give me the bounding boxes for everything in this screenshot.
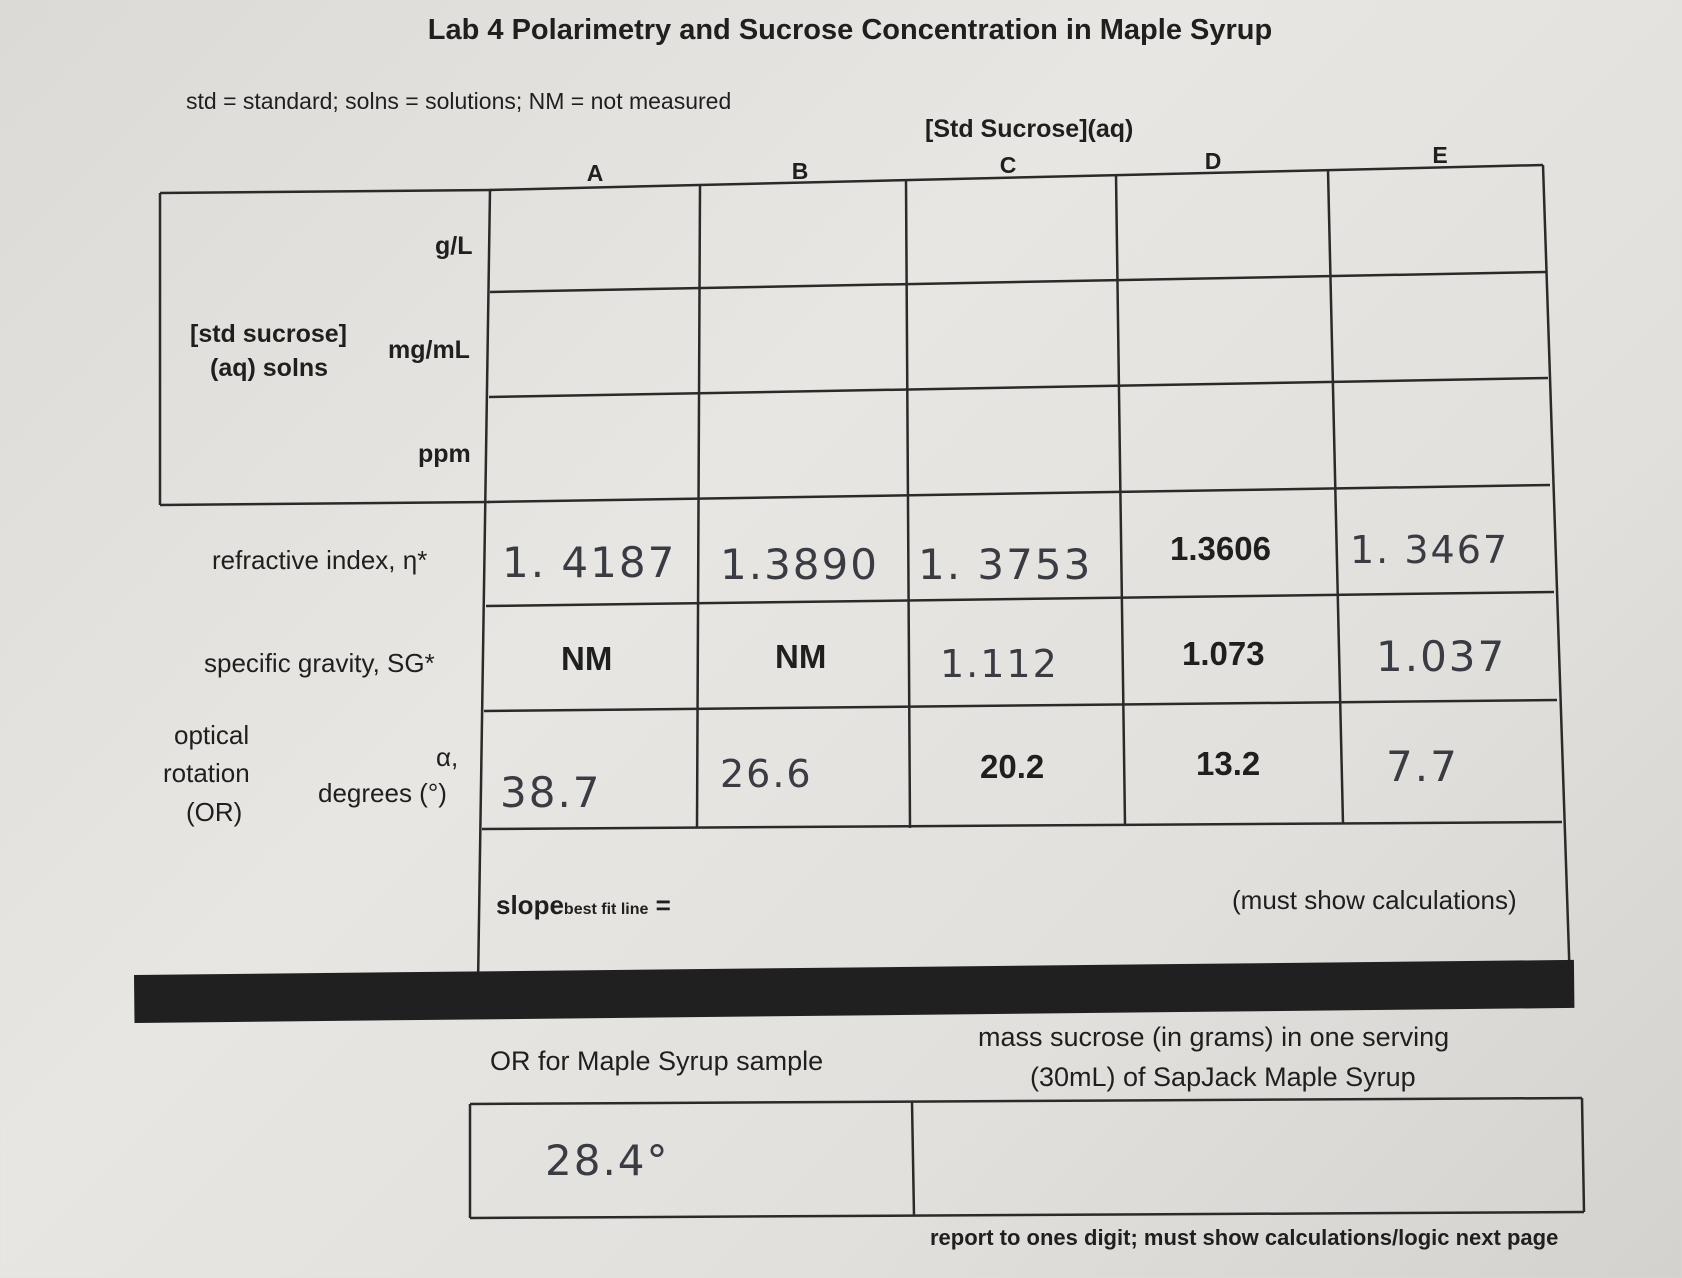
degrees-label: degrees (°) [318, 778, 447, 808]
refractive-index-label: refractive index, η* [212, 545, 428, 575]
page-title: Lab 4 Polarimetry and Sucrose Concentration in Maple Syrup [427, 14, 1273, 46]
specific-gravity-a: NM [561, 640, 613, 677]
alpha-label: α, [436, 742, 459, 772]
unit-mg-per-ml: mg/mL [388, 336, 470, 364]
slope-label [496, 890, 671, 921]
optical-rotation-label-line1: optical [174, 720, 250, 750]
specific-gravity-label: specific gravity, SG* [204, 648, 435, 678]
specific-gravity-e: 1.037 [1376, 632, 1507, 681]
optical-rotation-label-line3: (OR) [186, 797, 243, 827]
refractive-index-b: 1.3890 [720, 540, 879, 589]
optical-rotation-label-line2: rotation [163, 758, 250, 788]
std-sucrose-label-line1: [std sucrose] [190, 320, 347, 348]
refractive-index-c: 1. 3753 [918, 540, 1093, 589]
slope-text: slope [496, 890, 564, 920]
abbreviation-legend: std = standard; solns = solutions; NM = not measured [186, 88, 732, 114]
column-header-e: E [1432, 142, 1448, 168]
refractive-index-e: 1. 3467 [1350, 528, 1510, 572]
group-header: [Std Sucrose](aq) [925, 115, 1134, 143]
std-sucrose-label-line2: (aq) solns [210, 354, 329, 382]
or-maple-value: 28.4° [545, 1136, 670, 1185]
refractive-index-d: 1.3606 [1170, 530, 1271, 567]
column-header-c: C [999, 152, 1017, 178]
mass-sucrose-label-line1: mass sucrose (in grams) in one serving [978, 1022, 1450, 1052]
or-maple-label: OR for Maple Syrup sample [490, 1046, 824, 1076]
refractive-index-a: 1. 4187 [502, 538, 677, 587]
specific-gravity-b: NM [775, 638, 827, 675]
mass-sucrose-label-line2: (30mL) of SapJack Maple Syrup [1030, 1062, 1416, 1092]
slope-note: (must show calculations) [1232, 885, 1517, 915]
optical-rotation-a: 38.7 [500, 768, 602, 817]
optical-rotation-c: 20.2 [980, 748, 1045, 785]
optical-rotation-e: 7.7 [1386, 742, 1459, 791]
unit-ppm: ppm [418, 440, 471, 468]
footer-note: report to ones digit; must show calculations/logic next page [930, 1225, 1559, 1250]
column-header-a: A [586, 160, 604, 186]
slope-subscript: best fit line [563, 901, 649, 918]
slope-equals: = [648, 890, 671, 920]
optical-rotation-b: 26.6 [720, 752, 813, 796]
specific-gravity-c: 1.112 [940, 642, 1059, 686]
column-header-d: D [1204, 148, 1222, 174]
specific-gravity-d: 1.073 [1182, 635, 1265, 672]
column-header-b: B [791, 158, 809, 184]
optical-rotation-d: 13.2 [1196, 745, 1261, 782]
unit-g-per-l: g/L [435, 232, 473, 260]
